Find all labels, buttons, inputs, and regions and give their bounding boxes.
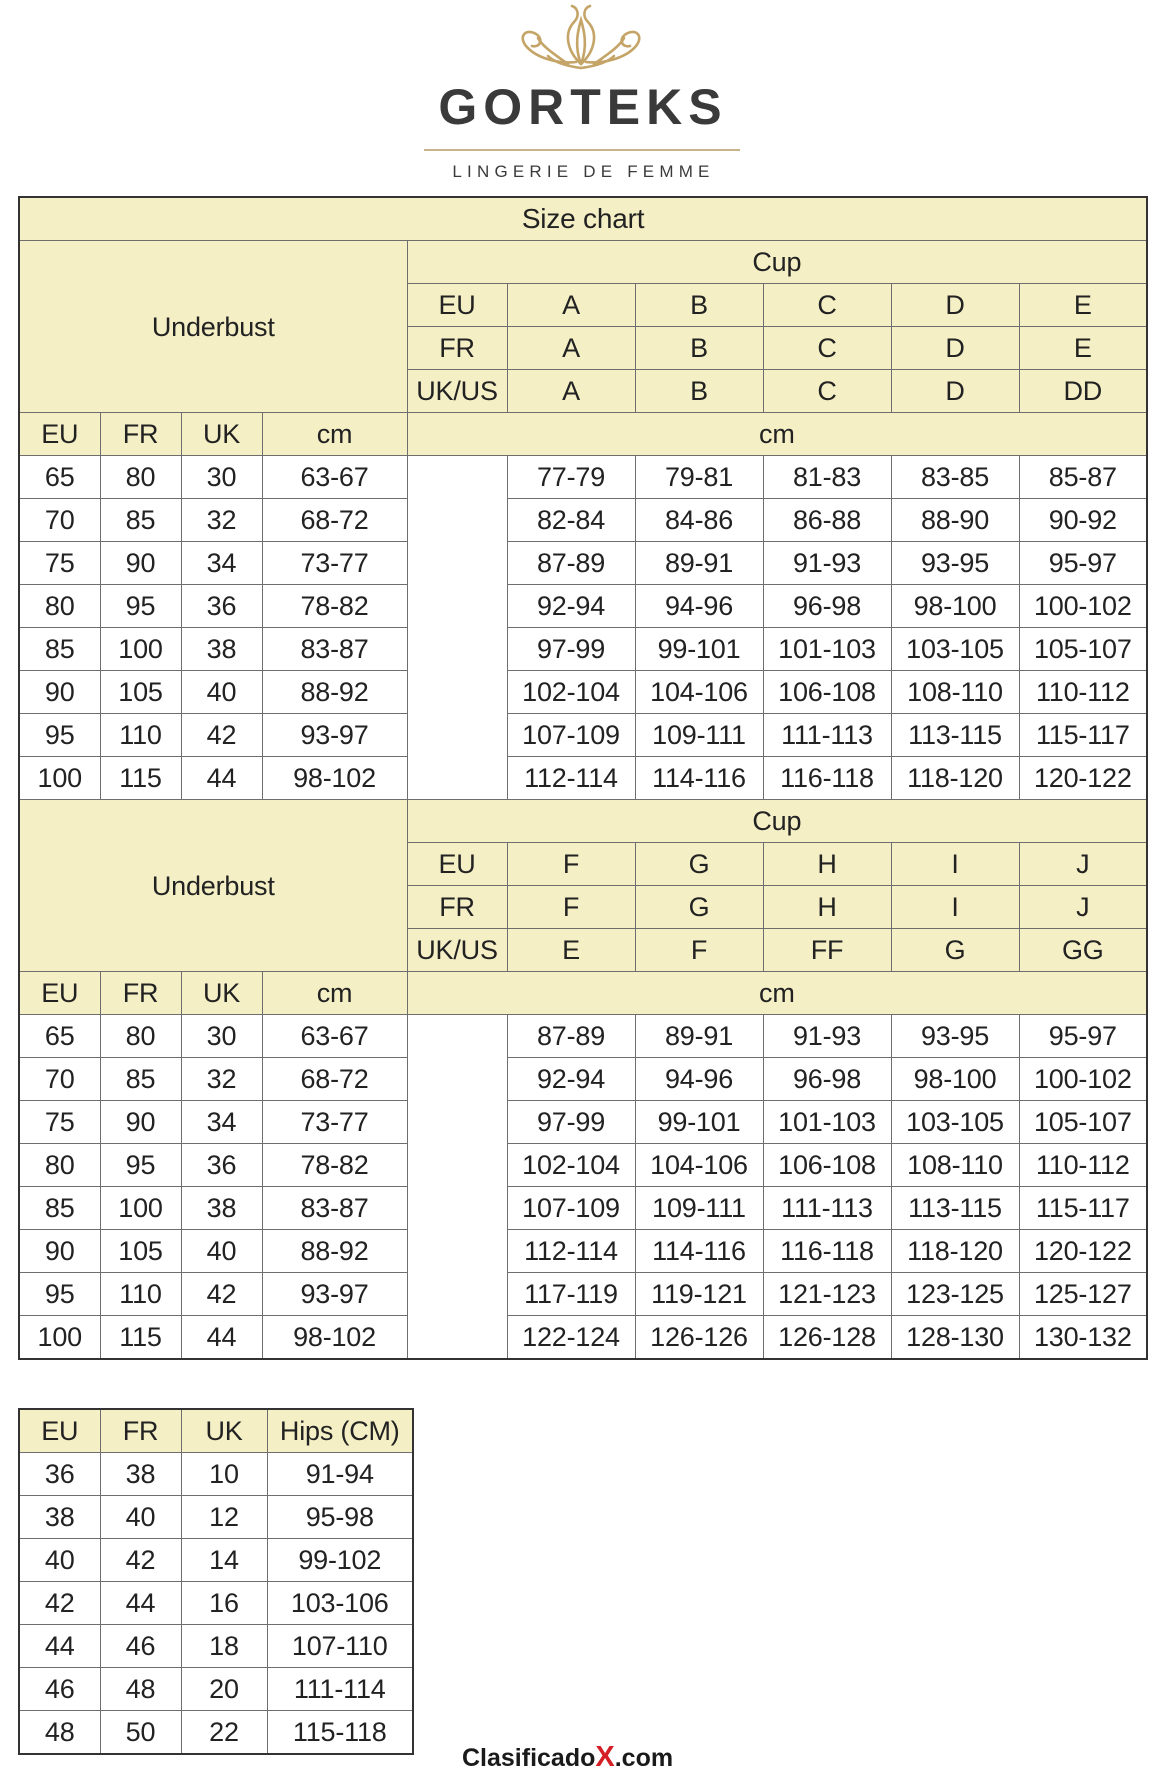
- bust-measurement: 123-125: [891, 1273, 1019, 1316]
- bust-measurement: 101-103: [763, 628, 891, 671]
- hips-cell: 16: [181, 1582, 267, 1625]
- cup-size-label: I: [891, 843, 1019, 886]
- hips-row: [19, 1539, 413, 1582]
- size-row: [19, 671, 1147, 714]
- spacer-cell: [407, 628, 507, 671]
- hips-cell: 18: [181, 1625, 267, 1668]
- hips-row: [19, 1668, 413, 1711]
- underbust-eu: 65: [19, 1015, 100, 1058]
- bust-measurement: 97-99: [507, 1101, 635, 1144]
- size-row: [19, 499, 1147, 542]
- cup-system-label: EU: [407, 843, 507, 886]
- watermark-domain: .com: [614, 1744, 674, 1772]
- bust-measurement: 116-118: [763, 757, 891, 800]
- bust-measurement: 120-122: [1019, 757, 1147, 800]
- size-row: [19, 1187, 1147, 1230]
- bust-measurement: 113-115: [891, 714, 1019, 757]
- underbust-fr: 90: [100, 1101, 181, 1144]
- hips-header-row: [19, 1409, 413, 1453]
- spacer-cell: [407, 1015, 507, 1058]
- cup-header: Cup: [407, 241, 1147, 284]
- size-row: [19, 628, 1147, 671]
- size-row: [19, 1015, 1147, 1058]
- bust-measurement: 104-106: [635, 671, 763, 714]
- bust-measurement: 112-114: [507, 757, 635, 800]
- bust-measurement: 102-104: [507, 671, 635, 714]
- hips-column-header: FR: [100, 1409, 181, 1453]
- bust-measurement: 92-94: [507, 1058, 635, 1101]
- cup-size-label: J: [1019, 886, 1147, 929]
- hips-row: [19, 1496, 413, 1539]
- underbust-cm: 88-92: [262, 1230, 407, 1273]
- bust-measurement: 100-102: [1019, 1058, 1147, 1101]
- cup-header-row: [19, 241, 1147, 284]
- underbust-column-header: EU: [19, 972, 100, 1015]
- size-row: [19, 1273, 1147, 1316]
- bust-measurement: 93-95: [891, 1015, 1019, 1058]
- size-row: [19, 542, 1147, 585]
- underbust-fr: 85: [100, 499, 181, 542]
- cup-size-label: FF: [763, 929, 891, 972]
- bust-measurement: 103-105: [891, 628, 1019, 671]
- spacer-cell: [407, 1058, 507, 1101]
- bust-measurement: 109-111: [635, 714, 763, 757]
- hips-row: [19, 1711, 413, 1755]
- underbust-uk: 44: [181, 757, 262, 800]
- size-row: [19, 1316, 1147, 1360]
- cup-system-label: EU: [407, 284, 507, 327]
- cup-size-label: A: [507, 327, 635, 370]
- spacer-cell: [407, 542, 507, 585]
- hips-cell: 46: [19, 1668, 100, 1711]
- bust-measurement: 86-88: [763, 499, 891, 542]
- bust-measurement: 89-91: [635, 542, 763, 585]
- bust-measurement: 98-100: [891, 1058, 1019, 1101]
- underbust-fr: 80: [100, 456, 181, 499]
- cup-size-label: G: [635, 886, 763, 929]
- size-row: [19, 714, 1147, 757]
- bust-measurement: 114-116: [635, 1230, 763, 1273]
- bust-measurement: 119-121: [635, 1273, 763, 1316]
- bust-measurement: 95-97: [1019, 1015, 1147, 1058]
- hips-cell: 40: [19, 1539, 100, 1582]
- underbust-eu: 100: [19, 757, 100, 800]
- bust-measurement: 105-107: [1019, 628, 1147, 671]
- hips-cell: 14: [181, 1539, 267, 1582]
- bust-measurement: 83-85: [891, 456, 1019, 499]
- spacer-cell: [407, 499, 507, 542]
- hips-cell: 48: [100, 1668, 181, 1711]
- underbust-eu: 95: [19, 714, 100, 757]
- underbust-fr: 95: [100, 1144, 181, 1187]
- size-row: [19, 456, 1147, 499]
- underbust-eu: 70: [19, 499, 100, 542]
- underbust-uk: 32: [181, 1058, 262, 1101]
- spacer-cell: [407, 1230, 507, 1273]
- size-row: [19, 757, 1147, 800]
- underbust-cm: 93-97: [262, 1273, 407, 1316]
- underbust-eu: 75: [19, 542, 100, 585]
- bust-measurement: 112-114: [507, 1230, 635, 1273]
- flourish-icon: [508, 2, 654, 72]
- spacer-cell: [407, 671, 507, 714]
- underbust-uk: 40: [181, 671, 262, 714]
- underbust-cm: 98-102: [262, 1316, 407, 1360]
- underbust-eu: 90: [19, 1230, 100, 1273]
- underbust-cm: 93-97: [262, 714, 407, 757]
- chart-title: Size chart: [19, 197, 1147, 241]
- underbust-uk: 44: [181, 1316, 262, 1360]
- cup-size-label: I: [891, 886, 1019, 929]
- bust-measurement: 121-123: [763, 1273, 891, 1316]
- bust-measurement: 115-117: [1019, 714, 1147, 757]
- cup-size-label: J: [1019, 843, 1147, 886]
- bust-measurement: 88-90: [891, 499, 1019, 542]
- bust-measurement: 108-110: [891, 1144, 1019, 1187]
- bust-measurement: 93-95: [891, 542, 1019, 585]
- underbust-header: Underbust: [19, 241, 407, 413]
- bust-measurement: 116-118: [763, 1230, 891, 1273]
- underbust-uk: 42: [181, 1273, 262, 1316]
- bust-measurement: 77-79: [507, 456, 635, 499]
- cup-size-label: B: [635, 370, 763, 413]
- bust-measurement: 126-126: [635, 1316, 763, 1360]
- cup-size-label: H: [763, 886, 891, 929]
- underbust-cm: 88-92: [262, 671, 407, 714]
- bust-measurement: 111-113: [763, 714, 891, 757]
- spacer-cell: [407, 1101, 507, 1144]
- bust-measurement: 87-89: [507, 1015, 635, 1058]
- hips-cell: 50: [100, 1711, 181, 1755]
- cup-size-label: E: [1019, 284, 1147, 327]
- bust-measurement: 94-96: [635, 1058, 763, 1101]
- watermark-text: Clasificado: [462, 1744, 596, 1772]
- size-row: [19, 1230, 1147, 1273]
- bust-measurement: 96-98: [763, 1058, 891, 1101]
- cup-system-label: FR: [407, 886, 507, 929]
- bust-measurement: 85-87: [1019, 456, 1147, 499]
- bust-measurement: 108-110: [891, 671, 1019, 714]
- bust-measurement: 82-84: [507, 499, 635, 542]
- hips-cell: 44: [19, 1625, 100, 1668]
- bust-measurement: 96-98: [763, 585, 891, 628]
- cup-size-label: E: [507, 929, 635, 972]
- bust-measurement: 98-100: [891, 585, 1019, 628]
- bust-measurement: 105-107: [1019, 1101, 1147, 1144]
- bust-measurement: 91-93: [763, 1015, 891, 1058]
- bust-measurement: 115-117: [1019, 1187, 1147, 1230]
- underbust-uk: 30: [181, 456, 262, 499]
- cup-size-label: C: [763, 284, 891, 327]
- underbust-cm: 63-67: [262, 456, 407, 499]
- cup-cm-header: cm: [407, 413, 1147, 456]
- bust-measurement: 110-112: [1019, 671, 1147, 714]
- underbust-column-header: UK: [181, 413, 262, 456]
- underbust-uk: 36: [181, 1144, 262, 1187]
- underbust-uk: 30: [181, 1015, 262, 1058]
- underbust-cm: 83-87: [262, 628, 407, 671]
- cup-size-label: C: [763, 327, 891, 370]
- cup-size-label: DD: [1019, 370, 1147, 413]
- cup-system-label: UK/US: [407, 370, 507, 413]
- hips-cell: 48: [19, 1711, 100, 1755]
- hips-cell: 10: [181, 1453, 267, 1496]
- hips-cell: 44: [100, 1582, 181, 1625]
- underbust-eu: 85: [19, 628, 100, 671]
- bust-measurement: 84-86: [635, 499, 763, 542]
- cup-size-label: A: [507, 370, 635, 413]
- underbust-fr: 115: [100, 757, 181, 800]
- underbust-uk: 32: [181, 499, 262, 542]
- bust-measurement: 100-102: [1019, 585, 1147, 628]
- bust-measurement: 128-130: [891, 1316, 1019, 1360]
- bust-measurement: 91-93: [763, 542, 891, 585]
- spacer-cell: [407, 1144, 507, 1187]
- hips-row: [19, 1453, 413, 1496]
- spacer-cell: [407, 1273, 507, 1316]
- size-row: [19, 1058, 1147, 1101]
- underbust-fr: 95: [100, 585, 181, 628]
- brand-name: GORTEKS: [438, 79, 728, 135]
- underbust-cm: 73-77: [262, 1101, 407, 1144]
- hips-cell: 36: [19, 1453, 100, 1496]
- bust-measurement: 113-115: [891, 1187, 1019, 1230]
- underbust-uk: 34: [181, 1101, 262, 1144]
- underbust-uk: 38: [181, 1187, 262, 1230]
- bust-measurement: 126-128: [763, 1316, 891, 1360]
- hips-row: [19, 1582, 413, 1625]
- cup-header: Cup: [407, 800, 1147, 843]
- bust-measurement: 107-109: [507, 1187, 635, 1230]
- bust-measurement: 95-97: [1019, 542, 1147, 585]
- bust-measurement: 79-81: [635, 456, 763, 499]
- bust-measurement: 114-116: [635, 757, 763, 800]
- cup-size-label: F: [635, 929, 763, 972]
- hips-cell: 107-110: [267, 1625, 413, 1668]
- hips-column-header: Hips (CM): [267, 1409, 413, 1453]
- bust-measurement: 110-112: [1019, 1144, 1147, 1187]
- underbust-uk: 42: [181, 714, 262, 757]
- bust-measurement: 107-109: [507, 714, 635, 757]
- hips-cell: 46: [100, 1625, 181, 1668]
- cup-size-label: F: [507, 886, 635, 929]
- bust-measurement: 125-127: [1019, 1273, 1147, 1316]
- size-chart-table: [18, 196, 1148, 1360]
- size-row: [19, 585, 1147, 628]
- cup-cm-header: cm: [407, 972, 1147, 1015]
- bust-measurement: 97-99: [507, 628, 635, 671]
- cup-size-label: D: [891, 370, 1019, 413]
- watermark: [462, 1741, 712, 1773]
- bust-measurement: 111-113: [763, 1187, 891, 1230]
- underbust-eu: 65: [19, 456, 100, 499]
- underbust-uk: 38: [181, 628, 262, 671]
- hips-cell: 99-102: [267, 1539, 413, 1582]
- hips-cell: 115-118: [267, 1711, 413, 1755]
- hips-row: [19, 1625, 413, 1668]
- cup-size-label: D: [891, 284, 1019, 327]
- underbust-fr: 115: [100, 1316, 181, 1360]
- underbust-fr: 110: [100, 1273, 181, 1316]
- cup-size-label: H: [763, 843, 891, 886]
- cup-size-label: E: [1019, 327, 1147, 370]
- underbust-eu: 90: [19, 671, 100, 714]
- underbust-cm: 98-102: [262, 757, 407, 800]
- underbust-cm: 73-77: [262, 542, 407, 585]
- bust-measurement: 81-83: [763, 456, 891, 499]
- underbust-cm: 83-87: [262, 1187, 407, 1230]
- cup-system-label: FR: [407, 327, 507, 370]
- bust-measurement: 104-106: [635, 1144, 763, 1187]
- underbust-cm: 63-67: [262, 1015, 407, 1058]
- hips-cell: 42: [100, 1539, 181, 1582]
- cup-system-label: UK/US: [407, 929, 507, 972]
- bust-measurement: 102-104: [507, 1144, 635, 1187]
- brand-divider: [424, 149, 740, 151]
- bust-measurement: 106-108: [763, 1144, 891, 1187]
- spacer-cell: [407, 585, 507, 628]
- underbust-uk: 36: [181, 585, 262, 628]
- cup-size-label: A: [507, 284, 635, 327]
- underbust-fr: 105: [100, 671, 181, 714]
- underbust-column-header: FR: [100, 972, 181, 1015]
- bust-measurement: 117-119: [507, 1273, 635, 1316]
- brand-tagline: LINGERIE DE FEMME: [452, 162, 715, 181]
- underbust-eu: 80: [19, 1144, 100, 1187]
- bust-measurement: 90-92: [1019, 499, 1147, 542]
- size-row: [19, 1144, 1147, 1187]
- underbust-uk: 40: [181, 1230, 262, 1273]
- underbust-fr: 100: [100, 628, 181, 671]
- cup-size-label: C: [763, 370, 891, 413]
- bust-measurement: 118-120: [891, 757, 1019, 800]
- underbust-cm: 68-72: [262, 499, 407, 542]
- bust-measurement: 99-101: [635, 1101, 763, 1144]
- underbust-eu: 75: [19, 1101, 100, 1144]
- underbust-column-header: cm: [262, 972, 407, 1015]
- bust-measurement: 122-124: [507, 1316, 635, 1360]
- hips-table: [18, 1408, 414, 1755]
- hips-cell: 38: [19, 1496, 100, 1539]
- cup-header-row: [19, 800, 1147, 843]
- underbust-eu: 100: [19, 1316, 100, 1360]
- cup-size-label: D: [891, 327, 1019, 370]
- cup-size-label: G: [635, 843, 763, 886]
- bust-measurement: 109-111: [635, 1187, 763, 1230]
- spacer-cell: [407, 456, 507, 499]
- underbust-eu: 85: [19, 1187, 100, 1230]
- hips-cell: 103-106: [267, 1582, 413, 1625]
- underbust-column-header: cm: [262, 413, 407, 456]
- hips-cell: 111-114: [267, 1668, 413, 1711]
- spacer-cell: [407, 714, 507, 757]
- underbust-cm: 68-72: [262, 1058, 407, 1101]
- underbust-eu: 80: [19, 585, 100, 628]
- bust-measurement: 118-120: [891, 1230, 1019, 1273]
- hips-cell: 95-98: [267, 1496, 413, 1539]
- hips-cell: 91-94: [267, 1453, 413, 1496]
- underbust-fr: 85: [100, 1058, 181, 1101]
- bust-measurement: 99-101: [635, 628, 763, 671]
- bust-measurement: 92-94: [507, 585, 635, 628]
- spacer-cell: [407, 1316, 507, 1360]
- underbust-header: Underbust: [19, 800, 407, 972]
- hips-column-header: UK: [181, 1409, 267, 1453]
- hips-cell: 12: [181, 1496, 267, 1539]
- underbust-fr: 100: [100, 1187, 181, 1230]
- bust-measurement: 120-122: [1019, 1230, 1147, 1273]
- hips-cell: 40: [100, 1496, 181, 1539]
- underbust-eu: 95: [19, 1273, 100, 1316]
- underbust-fr: 90: [100, 542, 181, 585]
- bust-measurement: 87-89: [507, 542, 635, 585]
- underbust-eu: 70: [19, 1058, 100, 1101]
- underbust-fr: 80: [100, 1015, 181, 1058]
- underbust-fr: 110: [100, 714, 181, 757]
- cup-size-label: F: [507, 843, 635, 886]
- bust-measurement: 94-96: [635, 585, 763, 628]
- hips-column-header: EU: [19, 1409, 100, 1453]
- cup-size-label: G: [891, 929, 1019, 972]
- cup-size-label: B: [635, 284, 763, 327]
- bust-measurement: 106-108: [763, 671, 891, 714]
- bust-measurement: 101-103: [763, 1101, 891, 1144]
- size-row: [19, 1101, 1147, 1144]
- bust-measurement: 103-105: [891, 1101, 1019, 1144]
- underbust-column-header: UK: [181, 972, 262, 1015]
- hips-cell: 42: [19, 1582, 100, 1625]
- bust-measurement: 130-132: [1019, 1316, 1147, 1360]
- underbust-column-header: FR: [100, 413, 181, 456]
- spacer-cell: [407, 1187, 507, 1230]
- cup-size-label: B: [635, 327, 763, 370]
- column-header-row: [19, 972, 1147, 1015]
- underbust-uk: 34: [181, 542, 262, 585]
- spacer-cell: [407, 757, 507, 800]
- hips-cell: 20: [181, 1668, 267, 1711]
- hips-cell: 22: [181, 1711, 267, 1755]
- underbust-cm: 78-82: [262, 1144, 407, 1187]
- hips-cell: 38: [100, 1453, 181, 1496]
- bust-measurement: 89-91: [635, 1015, 763, 1058]
- brand-header: [0, 0, 1162, 190]
- watermark-x: X: [595, 1741, 615, 1773]
- underbust-cm: 78-82: [262, 585, 407, 628]
- column-header-row: [19, 413, 1147, 456]
- cup-size-label: GG: [1019, 929, 1147, 972]
- underbust-column-header: EU: [19, 413, 100, 456]
- underbust-fr: 105: [100, 1230, 181, 1273]
